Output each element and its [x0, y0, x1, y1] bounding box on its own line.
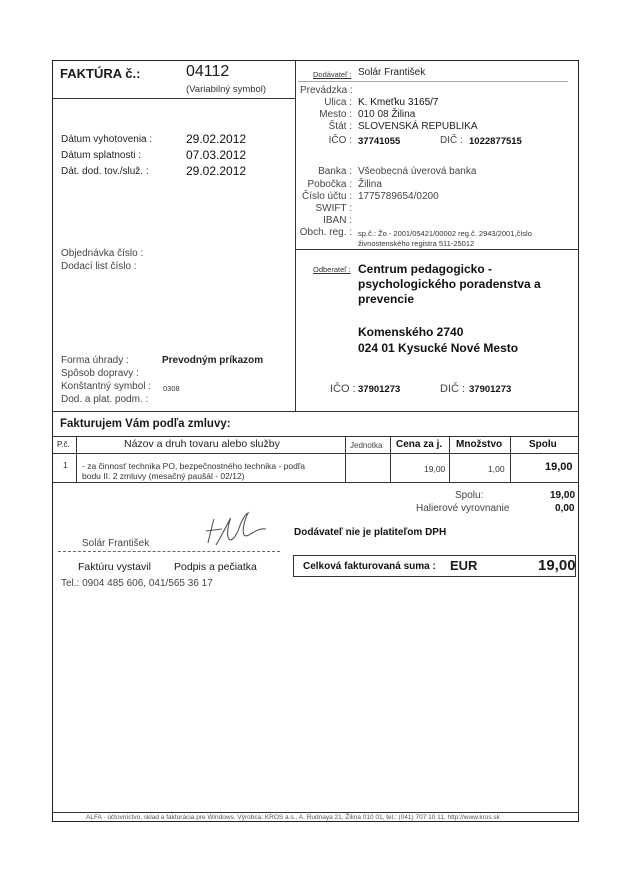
items-table-bottom: [53, 482, 578, 483]
swift-label: SWIFT :: [315, 203, 352, 214]
footer-text: ALFA - účtovníctvo, sklad a fakturácia pre Windows. Výrobca: KROS a.s., A. Rudnaya 21, Žilina 010 01, tel.: (041) 707 10 11, http://www.kros.sk: [86, 814, 500, 821]
supplier-city: 010 08 Žilina: [358, 109, 416, 120]
items-heading-bottom: [53, 436, 578, 437]
issued-date: 29.02.2012: [186, 132, 247, 146]
sum-label: Spolu:: [455, 490, 484, 501]
rounding-value: 0,00: [555, 503, 575, 514]
account-label: Číslo účtu :: [301, 191, 352, 202]
rounding-label: Halierové vyrovnanie: [416, 503, 510, 514]
customer-name-line2: psychologického poradenstva a: [358, 277, 541, 291]
supplier-name: Solár František: [358, 67, 426, 78]
supplier-box-bottom: [295, 249, 578, 250]
order-no-label: Objednávka číslo :: [61, 248, 144, 259]
constant-symbol: 0308: [163, 384, 180, 393]
invoice-number: 04112: [186, 63, 230, 80]
customer-ico: 37901273: [358, 384, 401, 395]
supplier-street: K. Kmeťku 3165/7: [358, 97, 439, 108]
terms-label: Dod. a plat. podm. :: [61, 394, 149, 405]
supplier-label: Dodávateľ :: [313, 70, 352, 79]
col-divider-3: [390, 437, 391, 482]
grand-total-value: 19,00: [538, 557, 576, 574]
supplier-dic-label: DIČ :: [440, 135, 463, 146]
supplier-ico: 37741055: [358, 136, 401, 147]
issuer-name: Solár František: [82, 538, 150, 549]
item-no: 1: [63, 460, 68, 470]
col-divider-4: [449, 437, 450, 482]
customer-name-line3: prevencie: [358, 292, 415, 306]
header-bottom: [53, 411, 578, 412]
col-divider-5: [510, 437, 511, 482]
col-qty-header: Množstvo: [456, 439, 503, 450]
items-heading: Fakturujem Vám podľa zmluvy:: [60, 418, 231, 430]
establishment-label: Prevádzka :: [300, 85, 353, 96]
col-divider-2: [345, 437, 346, 482]
customer-city: 024 01 Kysucké Nové Mesto: [358, 341, 519, 355]
vat-note: Dodávateľ nie je platiteľom DPH: [294, 527, 447, 538]
grand-total-currency: EUR: [450, 558, 478, 573]
transport-label: Spôsob dopravy :: [61, 368, 139, 379]
register-line1: sp.č.: Žo - 2001/05421/00002 reg.č. 2943/2001,číslo: [358, 229, 532, 238]
payment-method: Prevodným príkazom: [162, 355, 264, 366]
col-no-header: P.č.: [57, 440, 70, 449]
issued-label: Dátum vyhotovenia :: [61, 134, 153, 145]
customer-street: Komenského 2740: [358, 325, 464, 339]
customer-dic-label: DIČ :: [440, 383, 466, 395]
branch-label: Pobočka :: [307, 179, 352, 190]
signature-dash-line: [58, 551, 280, 552]
register-label: Obch. reg. :: [299, 227, 352, 238]
item-price: 19,00: [424, 464, 446, 474]
col-total-header: Spolu: [529, 439, 557, 450]
street-label: Ulica :: [324, 97, 352, 108]
customer-ico-label: IČO :: [330, 383, 356, 395]
col-price-header: Cena za j.: [396, 439, 443, 450]
iban-label: IBAN :: [323, 215, 352, 226]
customer-label: Odberateľ :: [313, 265, 351, 274]
invoice-title: FAKTÚRA č.:: [60, 66, 141, 81]
items-header-bottom: [53, 453, 578, 454]
item-total: 19,00: [545, 461, 573, 473]
register-line2: živnostenského registra 511-25012: [358, 239, 475, 248]
city-label: Mesto :: [319, 109, 352, 120]
supplier-country: SLOVENSKÁ REPUBLIKA: [358, 121, 478, 132]
supplier-ico-label: IČO :: [328, 135, 352, 146]
phone: Tel.: 0904 485 606, 041/565 36 17: [61, 578, 213, 589]
col-divider-1: [76, 437, 77, 482]
supplier-account: 1775789654/0200: [358, 191, 439, 202]
supplier-label-rule: [298, 81, 568, 82]
supplier-dic: 1022877515: [469, 136, 522, 147]
item-desc-line1: - za činnosť technika PO, bezpečnostného technika - podľa: [82, 461, 306, 471]
item-qty: 1,00: [488, 464, 505, 474]
supplier-bank: Všeobecná úverová banka: [358, 166, 477, 177]
bank-label: Banka :: [318, 166, 352, 177]
handwritten-signature: [196, 505, 268, 551]
delivery-label: Dát. dod. tov./služ. :: [61, 166, 149, 177]
country-label: Štát :: [328, 121, 352, 132]
due-label: Dátum splatnosti :: [61, 150, 142, 161]
col-name-header: Názov a druh tovaru alebo služby: [124, 438, 280, 450]
number-box-bottom: [53, 98, 295, 99]
payment-method-label: Forma úhrady :: [61, 355, 129, 366]
sum-value: 19,00: [550, 490, 576, 501]
issuer-label: Faktúru vystavil: [78, 561, 151, 573]
due-date: 07.03.2012: [186, 148, 247, 162]
col-unit-header: Jednotka: [350, 441, 383, 450]
grand-total-label: Celková fakturovaná suma :: [303, 561, 436, 572]
delivery-note-label: Dodací list číslo :: [61, 261, 137, 272]
variable-symbol-note: (Variabilný symbol): [186, 84, 267, 95]
delivery-date: 29.02.2012: [186, 164, 247, 178]
constant-symbol-label: Konštantný symbol :: [61, 381, 152, 392]
item-desc-line2: bodu II. 2 zmluvy (mesačný paušál - 02/12): [82, 471, 245, 481]
sign-label: Podpis a pečiatka: [174, 561, 257, 573]
footer-line: [53, 812, 578, 813]
customer-name-line1: Centrum pedagogicko -: [358, 262, 493, 276]
customer-dic: 37901273: [469, 384, 512, 395]
supplier-branch: Žilina: [358, 179, 382, 190]
